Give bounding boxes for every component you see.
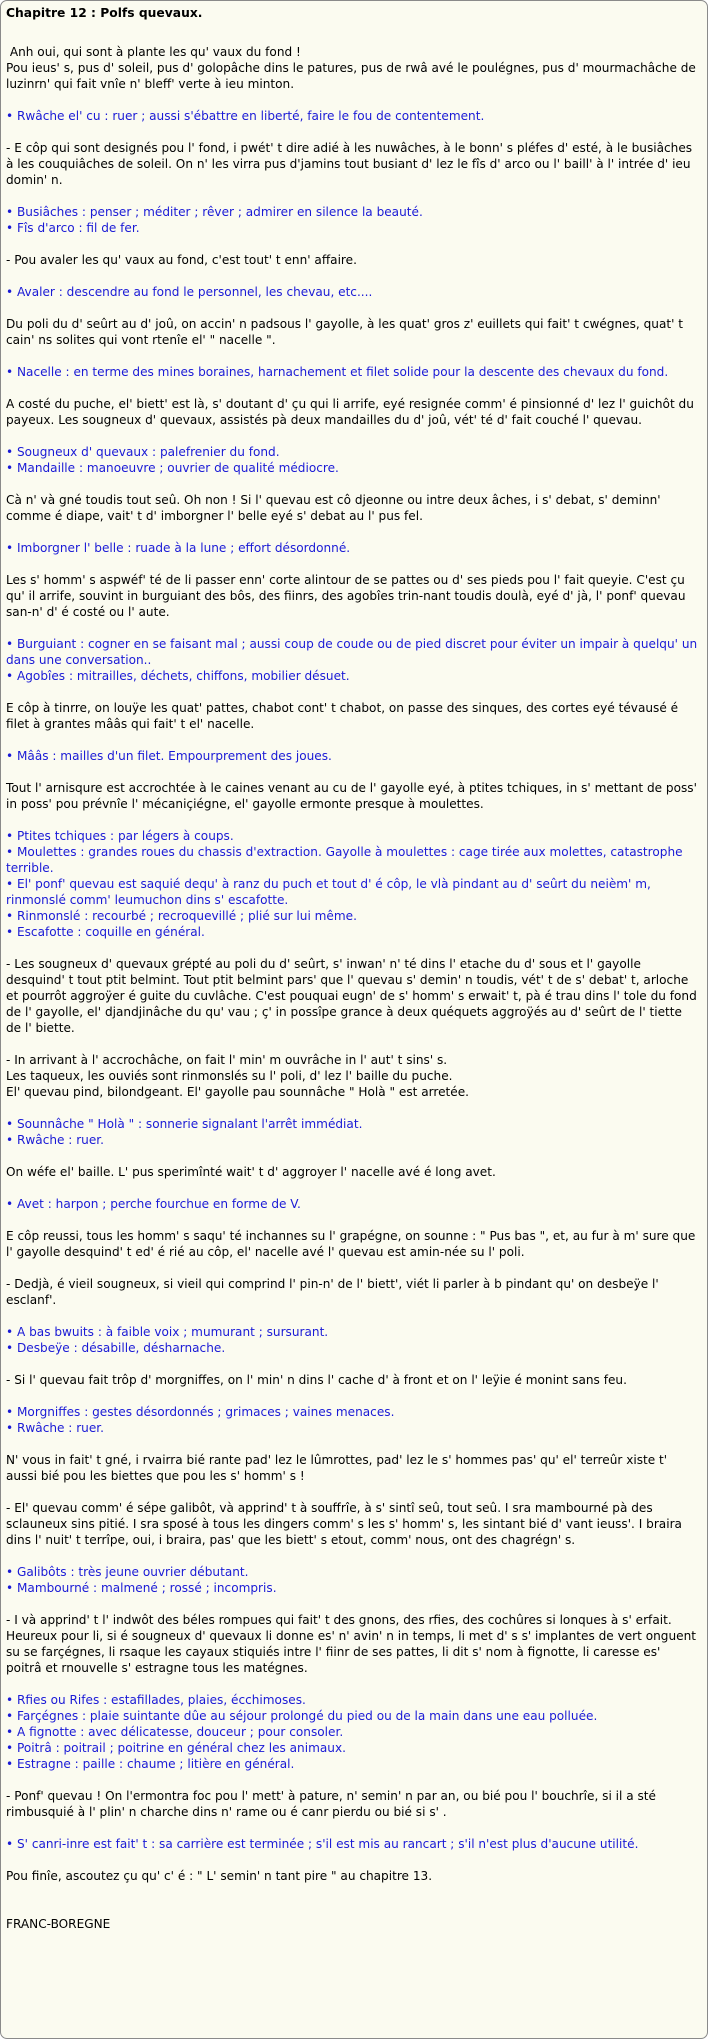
text-line: - I và apprind' t l' indwôt des béles rompues qui fait' t des gnons, des rfies, des cochûres si lonques à s' erfait. Heureux pour li, si é sougneux d' quevaux li donne es' n' avin' n in temps, li met d' s s' implantes de vert onguent su se farçégnes, li rsaque les cayaux stiquiés intre l' fiinr de ses pattes, li dit s' nom à fignotte, li caresse es' poitrâ et rnouvelle s' estragne tous les matégnes. — [6, 1613, 696, 1675]
glossary-entry: • Nacelle : en terme des mines boraines, harnachement et filet solide pour la descente des chevaux du fond. — [6, 364, 699, 380]
paragraph — [6, 572, 699, 620]
paragraph — [6, 780, 699, 812]
glossary-entry: • Moulettes : grandes roues du chassis d'extraction. Gayolle à moulettes : cage tirée aux molettes, catastrophe terrible. — [6, 844, 699, 876]
paragraph — [6, 1500, 699, 1548]
text-line: E côp reussi, tous les homm' s saqu' té inchannes su l' grapégne, on sounne : " Pus bas ", et, au fur à m' sure que l' gayolle desquind' t ed' é rié au côp, el' nacelle avé l' quevau est amin-née su l' poli. — [6, 1229, 696, 1259]
paragraph — [6, 1052, 699, 1100]
paragraph — [6, 1228, 699, 1260]
glossary-entry: • A bas bwuits : à faible voix ; mumurant ; sursurant. — [6, 1324, 699, 1340]
text-line: Cà n' và gné toudis tout seû. Oh non ! Si l' quevau est cô djeonne ou intre deux âches, i s' debat, s' deminn' comme é diape, vait' t d' imborgner l' belle eyé s' debat au l' pus fel. — [6, 493, 661, 523]
paragraph — [6, 44, 699, 92]
glossary-block — [6, 364, 699, 380]
text-line: - Si l' quevau fait trôp d' morgniffes, on l' min' n dins l' cache d' à front et on l' leÿie é monint sans feu. — [6, 1373, 627, 1387]
glossary-entry: • A fignotte : avec délicatesse, douceur ; pour consoler. — [6, 1724, 699, 1740]
paragraph — [6, 1276, 699, 1308]
glossary-entry: • Busiâches : penser ; méditer ; rêver ; admirer en silence la beauté. — [6, 204, 699, 220]
glossary-entry: • Desbeÿe : désabille, désharnache. — [6, 1340, 699, 1356]
glossary-entry: • Burguiant : cogner en se faisant mal ; aussi coup de coude ou de pied discret pour éviter un impair à quelqu' un dans une conversation.. — [6, 636, 699, 668]
text-line: - El' quevau comm' é sépe galibôt, và apprind' t à souffrîe, à s' sintî seû, tout seû. I sra mambourné pà des sclauneux sins pitié. I sra sposé à tous les dingers comm' s les s' homm' s, les sintant bié d' vant ieuss'. I braira dins l' nuit' t terrîpe, oui, i braira, pas' que les biett' s etout, comm' nous, ont des chagrégn' s. — [6, 1501, 682, 1547]
paragraph — [6, 956, 699, 1036]
text-line: - E côp qui sont designés pou l' fond, i pwét' t dire adié à les nuwâches, à le bonn' s pléfes d' esté, à le busiâches à les couquiâches de soleil. On n' les virra pus d'jamins tout busiant d' lez le fîs d' arco ou l' baill' à l' intrée d' ieu domin' n. — [6, 141, 693, 187]
text-line: Les s' homm' s aspwéf' té de li passer enn' corte alintour de se pattes ou d' ses pieds pou l' fait queyie. C'est çu qu' il arrife, souvint in burguiant des bôs, des fiinrs, des agobîes trin-nant toudis doulà, eyé d' jà, l' ponf' quevau san-n' d' é costé ou l' aute. — [6, 573, 686, 619]
glossary-entry: • Mandaille : manoeuvre ; ouvrier de qualité médiocre. — [6, 460, 699, 476]
paragraph — [6, 700, 699, 732]
glossary-block — [6, 1324, 699, 1356]
glossary-block — [6, 284, 699, 300]
glossary-entry: • Poitrâ : poitrail ; poitrine en général chez les animaux. — [6, 1740, 699, 1756]
text-line: - In arrivant à l' accrochâche, on fait l' min' m ouvrâche in l' aut' t sins' s. — [6, 1053, 448, 1067]
glossary-entry: • Farçégnes : plaie suintante dûe au séjour prolongé du pied ou de la main dans une eau polluée. — [6, 1708, 699, 1724]
glossary-entry: • Rwâche : ruer. — [6, 1420, 699, 1436]
paragraph — [6, 252, 699, 268]
glossary-entry: • Agobîes : mitrailles, déchets, chiffons, mobilier désuet. — [6, 668, 699, 684]
text-line: A costé du puche, el' biett' est là, s' doutant d' çu qui li arrife, eyé resignée comm' é pinsionné d' lez l' guichôt du payeux. Les sougneux d' quevaux, assistés pà deux mandailles du d' joû, vét' té d' fait couché l' quevau. — [6, 397, 694, 427]
text-line: Anh oui, qui sont à plante les qu' vaux du fond ! — [6, 45, 301, 59]
glossary-entry: • El' ponf' quevau est saquié dequ' à ranz du puch et tout d' é côp, le vlà pindant au d' seûrt du neièm' m, rinmonslé comm' leumuchon dins s' escafotte. — [6, 876, 699, 908]
paragraph — [6, 1868, 699, 1884]
text-line: - Pou avaler les qu' vaux au fond, c'est tout' t enn' affaire. — [6, 253, 357, 267]
glossary-block — [6, 1564, 699, 1596]
glossary-entry: • Mambourné : malmené ; rossé ; incompris. — [6, 1580, 699, 1596]
glossary-entry: • Galibôts : très jeune ouvrier débutant. — [6, 1564, 699, 1580]
glossary-entry: • Sounnâche " Holà " : sonnerie signalant l'arrêt immédiat. — [6, 1116, 699, 1132]
text-line: Les taqueux, les ouviés sont rinmonslés su l' poli, d' lez l' baille du puche. — [6, 1069, 453, 1083]
glossary-block — [6, 444, 699, 476]
glossary-entry: • Imborgner l' belle : ruade à la lune ; effort désordonné. — [6, 540, 699, 556]
glossary-entry: • Escafotte : coquille en général. — [6, 924, 699, 940]
text-line: Pou finîe, ascoutez çu qu' c' é : " L' semin' n tant pire " au chapitre 13. — [6, 1869, 433, 1883]
glossary-entry: • Rinmonslé : recourbé ; recroquevillé ; plié sur lui même. — [6, 908, 699, 924]
paragraph — [6, 1452, 699, 1484]
glossary-block — [6, 1692, 699, 1772]
text-line: Tout l' arnisqure est accrochtée à le caines venant au cu de l' gayolle eyé, à ptites tchiques, in s' mettant de poss' in poss' pou prévnîe l' mécaniçiégne, el' gayolle ermonte presque à moulettes. — [6, 781, 697, 811]
text-line: - Ponf' quevau ! On l'ermontra foc pou l' mett' à pature, n' semin' n par an, ou bié pou l' bouchrîe, si il a sté rimbusquié à l' plin' n charche dins n' rame ou é canr pierdu ou bié si s' . — [6, 1789, 656, 1819]
glossary-entry: • Morgniffes : gestes désordonnés ; grimaces ; vaines menaces. — [6, 1404, 699, 1420]
glossary-block — [6, 1116, 699, 1148]
text-line: Pou ieus' s, pus d' soleil, pus d' golopâche dins le patures, pus de rwâ avé le poulégnes, pus d' mourmachâche de luzinrn' qui fait vnîe n' bleff' verte à ieu minton. — [6, 61, 696, 91]
glossary-entry: • Rfies ou Rifes : estafillades, plaies, écchimoses. — [6, 1692, 699, 1708]
glossary-block — [6, 108, 699, 124]
text-line: On wéfe el' baille. L' pus sperimînté wait' t d' aggroyer l' nacelle avé é long avet. — [6, 1165, 496, 1179]
glossary-block — [6, 636, 699, 684]
chapter-title: Chapitre 12 : Polfs quevaux. — [6, 6, 203, 20]
paragraph — [6, 1372, 699, 1388]
paragraph — [6, 396, 699, 428]
paragraph — [6, 1164, 699, 1180]
glossary-entry: • Estragne : paille : chaume ; litière en général. — [6, 1756, 699, 1772]
glossary-block — [6, 1836, 699, 1852]
glossary-entry: • Avaler : descendre au fond le personnel, les chevau, etc.... — [6, 284, 699, 300]
paragraph — [6, 1612, 699, 1676]
text-line: Du poli du d' seûrt au d' joû, on accin' n padsous l' gayolle, à les quat' gros z' euillets qui fait' t cwégnes, quat' t cain' ns solites qui vont rtenîe el' " nacelle ". — [6, 317, 684, 347]
paragraph — [6, 316, 699, 348]
glossary-block — [6, 1404, 699, 1436]
text-line: El' quevau pind, bilondgeant. El' gayolle pau sounnâche " Holà " est arretée. — [6, 1085, 470, 1099]
glossary-entry: • Mââs : mailles d'un filet. Empourprement des joues. — [6, 748, 699, 764]
text-line: N' vous in fait' t gné, i rvairra bié rante pad' lez le lûmrottes, pad' lez le s' hommes pas' qu' el' terreûr xiste t' aussi bié pou les biettes que pou les s' homm' s ! — [6, 1453, 668, 1483]
glossary-entry: • S' canri-inre est fait' t : sa carrière est terminée ; s'il est mis au rancart ; s'il n'est plus d'aucune utilité. — [6, 1836, 699, 1852]
glossary-entry: • Ptites tchiques : par légers à coups. — [6, 828, 699, 844]
glossary-entry: • Rwâche el' cu : ruer ; aussi s'ébattre en liberté, faire le fou de contentement. — [6, 108, 699, 124]
paragraph — [6, 1788, 699, 1820]
glossary-block — [6, 204, 699, 236]
paragraph — [6, 140, 699, 188]
glossary-entry: • Avet : harpon ; perche fourchue en forme de V. — [6, 1196, 699, 1212]
text-line: E côp à tinrre, on louÿe les quat' pattes, chabot cont' t chabot, on passe des sinques, des cortes eyé tévausé é filet à grantes mââs qui fait' t el' nacelle. — [6, 701, 679, 731]
text-line: - Les sougneux d' quevaux grépté au poli du d' seûrt, s' inwan' n' té dins l' etache du d' sous et l' gayolle desquind' t tout ptit belmint. Tout ptit belmint pars' que l' quevau s' demin' n toudis, vét' t de s' debat' t, arloche et pourrôt aggroÿer é guite du cuvlâche. C'est pouquai eugn' de s' homm' s erwait' t, pà é trau dins l' tole du fond de l' gayolle, el' djandjinâche du qu' vau ; ç' in possîpe grance à deux quéquets aggroÿés au d' seûrt de l' tiette de l' biette. — [6, 957, 697, 1035]
glossary-block — [6, 748, 699, 764]
glossary-entry: • Fîs d'arco : fil de fer. — [6, 220, 699, 236]
glossary-block — [6, 1196, 699, 1212]
glossary-block — [6, 828, 699, 940]
text-line: - Dedjà, é vieil sougneux, si vieil qui comprind l' pin-n' de l' biett', viét li parler à b pindant qu' on desbeÿe l' esclanf'. — [6, 1277, 659, 1307]
chapter-body — [1, 22, 707, 1932]
glossary-block — [6, 540, 699, 556]
paragraph — [6, 492, 699, 524]
glossary-entry: • Rwâche : ruer. — [6, 1132, 699, 1148]
author-signature: FRANC-BOREGNE — [6, 1917, 111, 1931]
glossary-entry: • Sougneux d' quevaux : palefrenier du fond. — [6, 444, 699, 460]
